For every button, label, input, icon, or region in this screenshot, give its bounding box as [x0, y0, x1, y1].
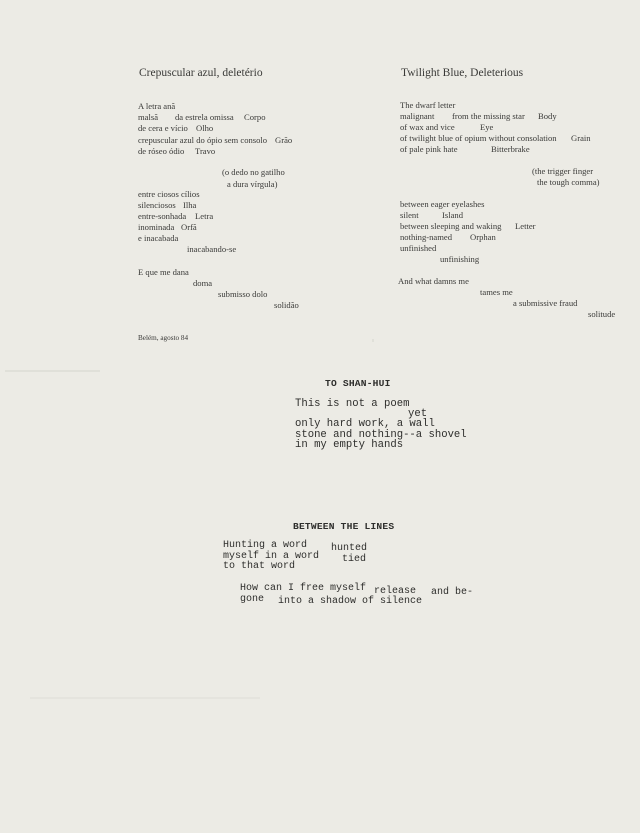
poem-line: (the trigger finger [532, 166, 594, 176]
poem-line: between sleeping and waking [400, 221, 502, 231]
between-title: BETWEEN THE LINES [293, 521, 395, 532]
poem-line: only hard work, a wall [295, 418, 435, 430]
paper-mark [372, 339, 374, 342]
poem-line: gone [240, 594, 265, 605]
poem-line: solidão [274, 300, 299, 310]
poem-line: Hunting a word [223, 540, 308, 551]
poem-line: Letter [515, 221, 536, 231]
poem-line: into a shadow of silence [278, 596, 423, 607]
shan-hui-title: TO SHAN-HUI [325, 378, 391, 389]
poem-line: Olho [196, 123, 214, 133]
poem-line: E que me dana [138, 267, 189, 277]
poem-line: Eye [480, 122, 494, 132]
poem-line: between eager eyelashes [400, 199, 485, 209]
poem-line: da estrela omissa [175, 112, 234, 122]
poem-line: myself in a word [223, 551, 320, 562]
poem-line: How can I free myself [240, 583, 367, 594]
place-date: Belém, agosto 84 [138, 334, 189, 342]
poem-line: crepuscular azul do ópio sem consolo [138, 135, 268, 145]
poem-line: nothing-named [400, 232, 453, 242]
poem-line: to that word [223, 561, 296, 572]
poem-line: submisso dolo [218, 289, 268, 299]
poem-line: of pale pink hate [400, 144, 458, 154]
poem-line: And what damns me [398, 276, 469, 286]
poem-line: stone and nothing--a shovel [295, 429, 467, 441]
poem-line: entre ciosos cílios [138, 189, 200, 199]
poem-line: doma [193, 278, 213, 288]
poem-line: de cera e vício [138, 123, 188, 133]
poem-line: silent [400, 210, 419, 220]
poem-line: yet [408, 408, 428, 420]
poem-line: inominada [138, 222, 175, 232]
poem-line: solitude [588, 309, 616, 319]
poem-line: A letra anã [138, 101, 176, 111]
poem-line: Orfã [181, 222, 197, 232]
poem-line: tied [342, 554, 367, 565]
poem-line: entre-sonhada [138, 211, 187, 221]
poem-line: Orphan [470, 232, 496, 242]
poem-line: inacabando-se [187, 244, 237, 254]
poem-line: of wax and vice [400, 122, 455, 132]
poem-line: the tough comma) [537, 177, 600, 187]
poem-line: malsã [138, 112, 159, 122]
paper-mark [5, 370, 100, 372]
poem-line: Grão [275, 135, 293, 145]
poem-line: in my empty hands [295, 439, 404, 451]
poem-line: silenciosos [138, 200, 176, 210]
poem-line: from the missing star [452, 111, 525, 121]
poem-line: unfinishing [440, 254, 480, 264]
right-poem-title: Twilight Blue, Deleterious [401, 67, 524, 79]
poem-line: The dwarf letter [400, 100, 456, 110]
poem-line: Corpo [244, 112, 266, 122]
poem-line: Bitterbrake [491, 144, 530, 154]
poem-line: Letra [195, 211, 214, 221]
poem-line: a submissive fraud [513, 298, 578, 308]
poem-line: unfinished [400, 243, 437, 253]
poem-line: tames me [480, 287, 513, 297]
poem-line: Travo [195, 146, 216, 156]
poem-line: Body [538, 111, 557, 121]
poem-line: e inacabada [138, 233, 179, 243]
poem-line: release [374, 586, 417, 597]
poem-line: and be- [431, 587, 474, 598]
poem-line: (o dedo no gatilho [222, 167, 285, 177]
poem-line: Grain [571, 133, 591, 143]
poem-line: This is not a poem [295, 398, 410, 410]
poem-line: de róseo ódio [138, 146, 185, 156]
poem-line: Island [442, 210, 464, 220]
poem-line: malignant [400, 111, 435, 121]
left-poem-title: Crepuscular azul, deletério [139, 67, 263, 79]
paper-mark [30, 697, 260, 699]
poem-line: of twilight blue of opium without consolation [400, 133, 557, 143]
poem-line: a dura vírgula) [227, 179, 278, 189]
poem-line: hunted [331, 543, 368, 554]
poem-line: Ilha [183, 200, 197, 210]
